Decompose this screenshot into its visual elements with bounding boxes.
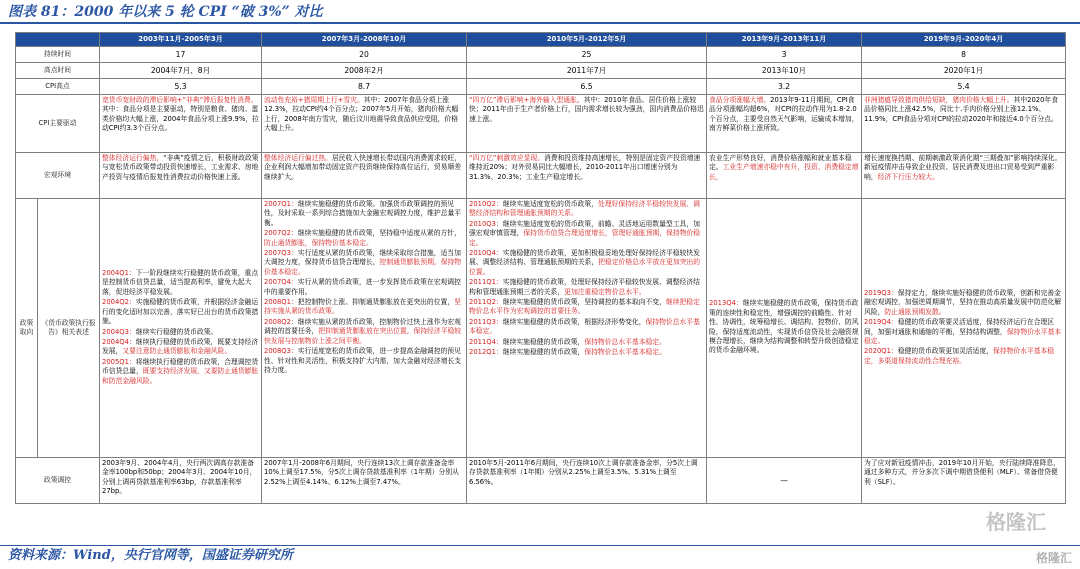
source-rule [0,545,1080,546]
quarter-label: 2004Q1： [102,269,136,278]
policy-label-a: 政策取向 [16,199,38,457]
policy-list [102,269,259,386]
macro-text: 居民收入快速增长带动国内消费需求较旺，企业利润大幅增加带动固定资产投资继续保持高位运行，贸易顺差继续扩大。 [264,154,462,181]
header-col-2: 2007年3月-2008年10月 [262,33,467,47]
measures-cell: — [707,458,862,504]
statement-text: 下一阶段继续实行稳健的货币政策，重点是控制货币信贷总量，适当提高利率，避免大起大落，促进经济平稳发展。 [102,269,259,296]
policy-statement [102,298,259,326]
comparison-table [15,32,1066,504]
macro-text: “非典”疫情之后，积极财政政策与宽松货币政策带动投资快速增长，工业需求、房地产投资与疫情后报复性消费拉动价格快速上涨。 [102,154,259,181]
policy-statement [469,200,704,219]
driver-cell [862,95,1066,153]
macro-highlight: 整体经济运行偏热， [102,154,164,162]
macro-cell [862,153,1066,199]
policy-cell [100,199,262,458]
statement-text: 保持定力，继续实施好稳健的货币政策，创新和完善金融宏观调控，加强逆周期调节，坚持在推动高质量发展中防范化解风险， [864,288,1062,316]
quarter-label: 2011Q3： [469,317,503,326]
driver-text: 2013年9-11月期间，CPI食品分项涨幅均超6%，对CPI的拉动作用为1.8-2.0个百分点，主要受自然天气影响，运输成本增加，南方鲜菜价格上涨所致。 [709,96,859,133]
peak-time-row [16,63,1066,79]
quarter-label: 2004Q2： [102,298,136,307]
quarter-label: 2008Q2： [264,317,298,326]
duration-value: 17 [100,47,262,63]
figure-title: 图表 81：2000 年以来 5 轮 CPI “破 3%” 对比 [8,4,323,20]
driver-text: 其中：食品分项是主要驱动，特别是粮食、猪肉、蛋类价格均大幅上涨，2004年食品分项上涨9.9%，拉动CPI约3.3个百分点。 [102,105,259,133]
policy-statement [264,278,464,297]
cpi-peak-row [16,79,1066,95]
quarter-label: 2012Q1： [469,348,503,357]
driver-cell [100,95,262,153]
quarter-label: 2011Q4： [469,337,503,346]
macro-row [16,153,1066,199]
policy-statement [264,298,464,317]
watermark-corner: 格隆汇 [1035,551,1072,565]
statement-text: 继续实施稳健的货币政策，根据经济形势变化， [502,317,646,326]
measures-row [16,458,1066,504]
statement-highlight: 坚持实施从紧的货币政策。 [264,298,461,316]
policy-statement [102,328,259,337]
policy-statement [469,220,704,248]
macro-highlight: “四万亿”刺激效应显现。 [469,154,545,162]
cpi-peak-value: 8.7 [262,79,467,95]
measures-cell: 2007年1月-2008年6月期间，央行连续13次上调存款准备金率10%上调至17.5%，分5次上调存贷款基准利率（1年期）分别从2.52%上调至4.14%、6.12%上调至7.47%。 [262,458,467,504]
policy-statement [264,347,464,375]
statement-highlight: 把抑制通货膨胀放在突出位置，保持经济平稳较快发展与控制物价上涨之间平衡。 [264,327,462,345]
statement-text: 实施稳健的货币政策，更加积极稳妥地处理好保持经济平稳较快发展、调整经济结构、管理通胀预期的关系， [469,249,700,267]
statement-text: 实行从紧的货币政策，进一步发挥货币政策在宏观调控中的重要作用。 [264,278,461,296]
statement-text: 继续实行稳健的货币政策。 [135,327,218,336]
peak-time-value: 2004年7月、8月 [100,63,262,79]
quarter-label: 2007Q4： [264,278,298,287]
cpi-peak-label: CPI高点 [16,79,100,95]
statement-text: 实行适度从紧的货币政策，继续采取综合措施，适当加大调控力度，保持货币信贷合理增长， [264,249,461,267]
statement-text: 实施稳健的货币政策，并根据经济金融运行的变化适时加以完善，落实好已出台的货币政策措施。 [102,298,259,326]
statement-text: 继续实施稳健的货币政策，保持货币政策的连续性和稳定性，增强调控的前瞻性、针对性、协调性，统筹稳增长、调结构、控物价、防风险，保持适度流动性，实现货币信贷及社会融资规模合理增长，继续为结构调整和转型升级创造稳定的货币金融环境。 [709,299,859,355]
quarter-label: 2020Q1： [864,347,898,356]
statement-text: 继续实施适度宽松的货币政策，前瞻、灵活地运用数量型工具，加强宏观审慎管理， [469,219,700,238]
watermark: 格隆汇 [986,510,1046,534]
macro-text: 消费和投资维持高速增长，特别是固定资产投资增速维持近20%；对外贸易同比大幅增长，2010-2011年出口增速分别为31.3%、20.3%；工业生产稳定增长。 [469,154,701,181]
driver-cell [262,95,467,153]
measures-label: 政策调控 [16,458,100,504]
macro-highlight: 经济下行压力较大。 [877,172,939,181]
header-col-1: 2003年11月-2005年3月 [100,33,262,47]
macro-text: 增长速度换挡期、前期刺激政策消化期“三期叠加”影响持续深化。新冠疫情冲击导致企业投资、居民消费及进出口贸易受到严重影响， [864,154,1062,181]
statement-highlight: 又要注意防止通货膨胀和金融风险。 [122,347,232,356]
policy-statement [102,338,259,357]
duration-value: 8 [862,47,1066,63]
statement-highlight: 保持物价水平基本稳定，多渠道保持流动性合理充裕。 [864,347,1055,365]
statement-highlight: 更加注重稳定物价总水平。 [564,287,646,296]
quarter-label: 2008Q3： [264,347,298,356]
statement-highlight: 保持物价总水平基本稳定。 [584,337,666,346]
statement-text: 继续实施稳健的货币政策， [502,337,585,346]
duration-row [16,47,1066,63]
statement-text: 继续实施稳健的货币政策，坚持稳中适度从紧的方针， [297,229,461,238]
statement-text: 将继续执行稳健的货币政策，合理调控货币信贷总量， [102,357,259,376]
quarter-label: 2019Q3： [864,288,898,297]
quarter-label: 2010Q3： [469,219,503,228]
peak-time-value: 2020年1月 [862,63,1066,79]
cpi-peak-value: 3.2 [707,79,862,95]
statement-text: 继续实施稳健的货币政策。加强货币政策调控的预见性，及时采取一系列综合措施加大金融宏观调控力度，维护总量平衡。 [264,200,462,227]
header-blank [16,33,100,47]
policy-statement [469,249,704,277]
quarter-label: 2019Q4： [864,318,898,327]
statement-text: 继续实施从紧的货币政策，控制物价过快上涨作为宏观调控的首要任务， [264,317,461,336]
header-col-4: 2013年9月-2013年11月 [707,33,862,47]
policy-label-cell [16,199,100,458]
driver-text: 其中2020年食品价格同比上涨42.5%，同比十.手肉价格分别上涨12.1%、11.9%，CPI食品分项对CPI的拉动2020年和接近4.0个百分点。 [864,96,1059,123]
policy-list [864,289,1063,366]
policy-cell [467,199,707,458]
driver-text: 其中：2007年食品分项上涨12.3%，拉动CPI约4个百分点；2007年5月开始，猪肉价格大幅上行，2008年南方雪灾，随后汶川地震导致食品供应受阻，价格大幅上升。 [264,96,459,133]
policy-cell [707,199,862,458]
policy-statement [264,229,464,248]
macro-cell [467,153,707,199]
policy-statement [864,347,1063,366]
measures-cell: 2003年9月、2004年4月，央行两次调高存款准备金率100bp和50bp；2004年3月、2004年10月，分别上调再贷款基准利率63bp，存款基准利率27bp。 [100,458,262,504]
policy-statement [264,318,464,346]
measures-cell: 为了应对新冠疫情冲击，2019年10月开始，央行陆续降准降息，通过多种方式，并分多次下调中期借贷便利（MLF）、常备借贷便利（SLF）。 [862,458,1066,504]
policy-label-b: 《货币政策执行报告》相关表述 [41,318,96,336]
statement-highlight: 保持物价总水平基本稳定。 [584,348,666,357]
source-note: 资料来源：Wind，央行官网等，国盛证券研究所 [8,548,293,563]
statement-text: 继续实施稳健的货币政策， [502,348,585,357]
statement-highlight: 把稳定价格总水平放在更加突出的位置。 [469,258,701,276]
driver-cell [707,95,862,153]
policy-row [16,199,1066,458]
statement-highlight: 继续把稳定物价总水平作为宏观调控的首要任务。 [469,298,700,316]
header-row [16,33,1066,47]
policy-statement [864,289,1063,317]
quarter-label: 2013Q4： [709,299,743,308]
quarter-label: 2004Q3： [102,327,136,336]
policy-statement [469,298,704,317]
policy-statement [102,358,259,386]
statement-text: 稳健的货币政策更加灵活适度， [897,347,993,356]
driver-highlight: 非洲猪瘟导致猪肉供给短缺，猪肉价格大幅上升。 [864,96,1014,104]
policy-statement [469,318,704,337]
macro-highlight: 工业生产增速亦稳中有升，投资、消费稳定增长， [709,163,859,181]
driver-text: 其中：2010年食品、居住价格上涨较快；2011年由于生产者价格上行，国内需求增长较为强劲，国内消费品价格迅速上涨。 [469,96,704,123]
peak-time-value: 2011年7月 [467,63,707,79]
policy-list [264,200,464,375]
quarter-label: 2011Q2： [469,298,503,307]
policy-statement [102,269,259,297]
measures-cell: 2010年5月-2011年6月期间，央行连续10次上调存款准备金率，分5次上调存贷款基准利率（1年期）分别从2.25%上调至3.5%、5.31%上调至6.56%。 [467,458,707,504]
statement-text: 实行适度宽松的货币政策，进一步提高金融调控的预见性、针对性和灵活性，积极支持扩大内需，加大金融对经济增长支持力度。 [264,347,462,374]
header-col-5: 2019年9月-2020年4月 [862,33,1066,47]
driver-highlight: 流动性充裕+猪周期上行+雪灾。 [264,96,364,104]
policy-statement [469,348,704,357]
policy-statement [469,338,704,347]
macro-cell [707,153,862,199]
quarter-label: 2007Q3： [264,249,298,258]
policy-cell [862,199,1066,458]
quarter-label: 2010Q4： [469,249,503,258]
policy-cell [262,199,467,458]
statement-highlight: 处理好保持经济平稳较快发展、调整经济结构和管理通胀预期的关系。 [469,200,700,218]
macro-highlight: 整体经济运行偏过热。 [264,154,332,162]
duration-value: 25 [467,47,707,63]
driver-highlight: 食品分项涨幅大增。 [709,96,771,104]
quarter-label: 2011Q1： [469,278,503,287]
header-col-3: 2010年5月-2012年5月 [467,33,707,47]
statement-text: 把控制物价上涨、抑制通货膨胀放在更突出的位置， [297,298,455,307]
statement-highlight: 保持物价总水平基本稳定。 [469,317,700,336]
duration-value: 20 [262,47,467,63]
quarter-label: 2008Q1： [264,298,298,307]
quarter-label: 2007Q2： [264,229,298,238]
macro-cell [100,153,262,199]
statement-highlight: 保持货币信贷合理适度增长，管理好通胀预期，保持物价稳定。 [469,229,701,247]
driver-highlight: 宽货币宽财政的滞后影响+“非典”滞后报复性消费。 [102,96,258,104]
driver-highlight: “四万亿”滞后影响+海外输入型通胀。 [469,96,584,104]
statement-text: 实施稳健的货币政策，处理好保持经济平稳较快发展、调整经济结构和管理通胀预期三者的关系， [469,278,700,296]
peak-time-value: 2013年10月 [707,63,862,79]
policy-statement [264,200,464,228]
policy-list [469,200,704,358]
statement-highlight: 既要支持经济发展，又要防止通货膨胀和防范金融风险。 [102,367,259,385]
statement-text: 继续实施稳健的货币政策，坚持调控的基本取向不变， [502,298,666,307]
statement-highlight: 防止通胀预期发散。 [884,307,946,316]
driver-label: CPI主要驱动 [16,95,100,153]
peak-time-value: 2008年2月 [262,63,467,79]
driver-row [16,95,1066,153]
policy-statement [709,299,859,355]
macro-cell [262,153,467,199]
statement-text: 继续实施适度宽松的货币政策， [502,200,598,208]
macro-text: 农业生产形势良好，消费价格涨幅和就业基本稳定。 [709,154,852,172]
statement-text: 继续执行稳健的货币政策，既要支持经济发展， [102,337,259,356]
peak-time-label: 高点时间 [16,63,100,79]
quarter-label: 2010Q2： [469,200,503,208]
duration-label: 持续时间 [16,47,100,63]
duration-value: 3 [707,47,862,63]
cpi-peak-value: 5.4 [862,79,1066,95]
cpi-peak-value: 5.3 [100,79,262,95]
statement-highlight: 防止通货膨胀，保持物价基本稳定。 [264,238,373,247]
quarter-label: 2005Q1： [102,357,136,366]
cpi-peak-value: 6.5 [467,79,707,95]
driver-cell [467,95,707,153]
title-rule [0,22,1080,24]
policy-statement [469,278,704,297]
macro-label: 宏观环境 [16,153,100,199]
policy-list [709,299,859,355]
quarter-label: 2007Q1： [264,200,298,208]
statement-highlight: 保持物价水平基本稳定。 [864,327,1062,345]
policy-statement [864,318,1063,346]
statement-text: 稳健的货币政策要灵活适度，保持经济运行在合理区间，加强对通胀和通缩的平衡，坚持结构调整， [864,318,1055,336]
quarter-label: 2004Q4： [102,337,136,346]
policy-statement [264,249,464,277]
statement-highlight: 控制通货膨胀预期，保持物价基本稳定。 [264,258,462,276]
